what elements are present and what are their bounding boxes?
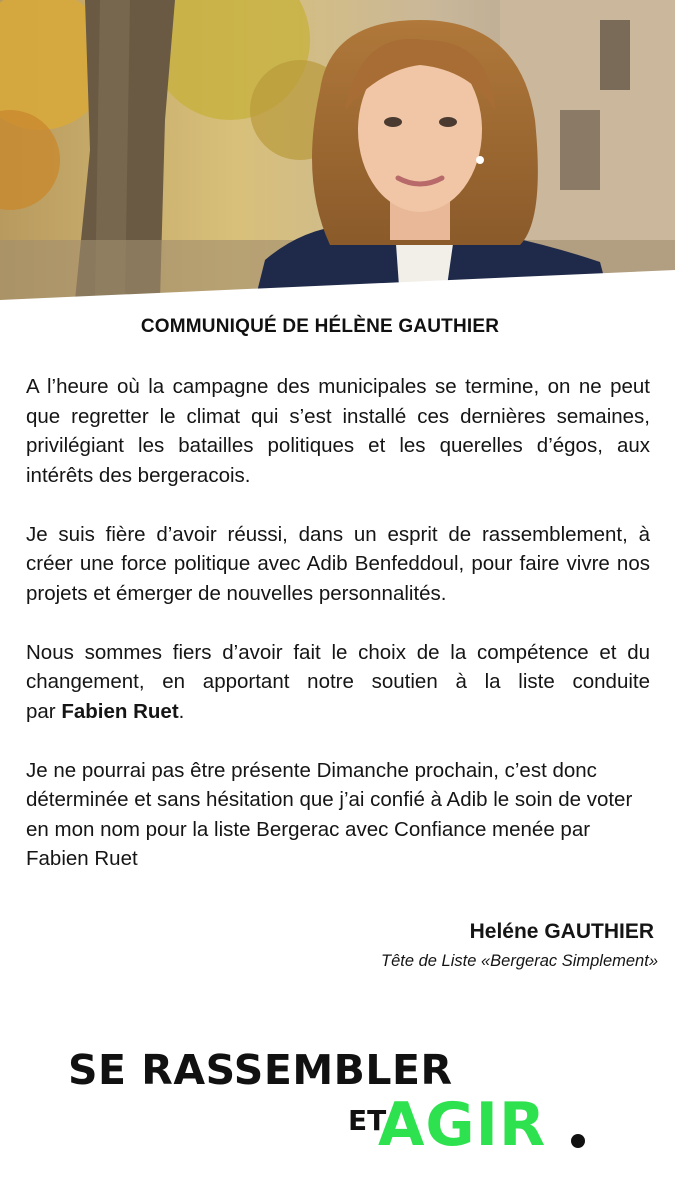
signature-role: Tête de Liste «Bergerac Simplement» (381, 952, 658, 970)
signature-name: Heléne GAUTHIER (469, 920, 654, 943)
slogan-period-dot (571, 1134, 585, 1148)
paragraph-3 (26, 638, 650, 727)
slogan-line-1: SE RASSEMBLER (68, 1046, 453, 1094)
candidate-name: Fabien Ruet (61, 699, 179, 723)
header-photo (0, 0, 675, 300)
paragraph-2: Je suis fière d’avoir réussi, dans un esprit de rassemblement, à créer une force politique avec Adib Benfeddoul, pour faire vivre nos projets et émerger de nouvelles personnalités. (26, 522, 650, 605)
paragraph-1: A l’heure où la campagne des municipales se termine, on ne peut que regretter le climat qui s’est installé ces dernières semaines, privilégiant les batailles politiques et les querelles d’égos, aux intérêts des bergeracois. (26, 375, 650, 487)
paragraph-3-start: Nous sommes fiers d’avoir fait le choix de la compétence et du changement, en apportant notre soutien à la liste conduite par (26, 640, 650, 723)
page-title: COMMUNIQUÉ DE HÉLÈNE GAUTHIER (140, 316, 500, 337)
slogan-et: ET (348, 1104, 387, 1137)
paragraph-3-end: . (178, 699, 185, 723)
paragraph-4: Je ne pourrai pas être présente Dimanche prochain, c’est donc déterminée et sans hésitation que j’ai confié à Adib le soin de voter en mon nom pour la liste Bergerac avec Confiance menée par Fabien Ruet (26, 758, 633, 870)
slogan-agir: AGIR (378, 1090, 547, 1160)
communique-body (26, 372, 650, 903)
